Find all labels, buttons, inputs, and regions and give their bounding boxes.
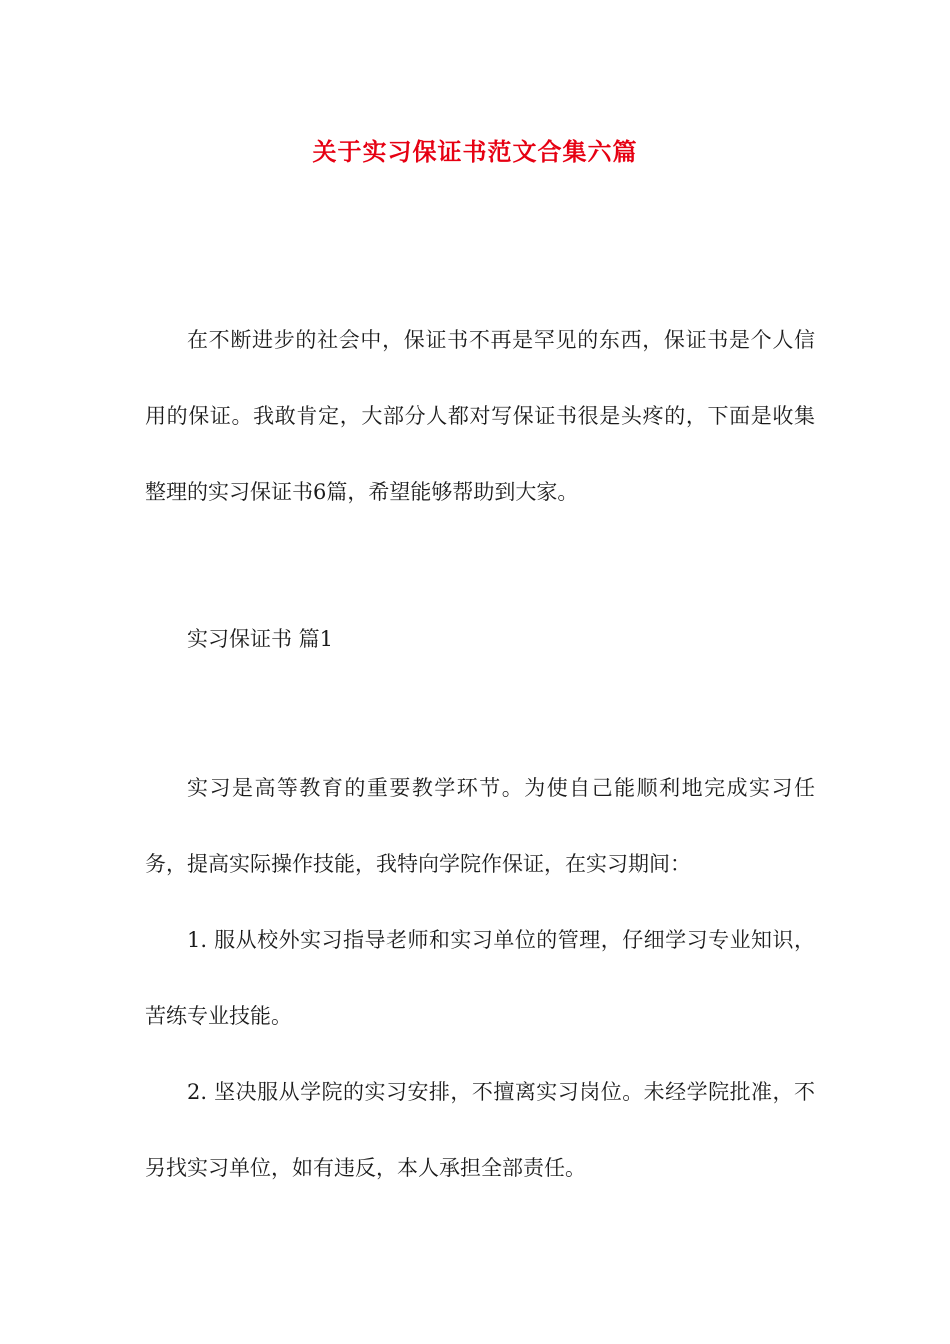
list-item: 1. 服从校外实习指导老师和实习单位的管理，仔细学习专业知识，苦练专业技能。 bbox=[145, 928, 815, 1028]
list-item: 2. 坚决服从学院的实习安排，不擅离实习岗位。未经学院批准，不另找实习单位，如有违反，本人承担全部责任。 bbox=[145, 1080, 815, 1180]
document-title: 关于实习保证书范文合集六篇 bbox=[312, 137, 638, 166]
intro-paragraph: 在不断进步的社会中，保证书不再是罕见的东西，保证书是个人信用的保证。我敢肯定，大部分人都对写保证书很是头疼的，下面是收集整理的实习保证书6篇，希望能够帮助到大家。 bbox=[145, 328, 815, 504]
section-heading: 实习保证书 篇1 bbox=[187, 627, 334, 651]
body-paragraph: 实习是高等教育的重要教学环节。为使自己能顺利地完成实习任务，提高实际操作技能，我特向学院作保证，在实习期间： bbox=[145, 776, 815, 876]
